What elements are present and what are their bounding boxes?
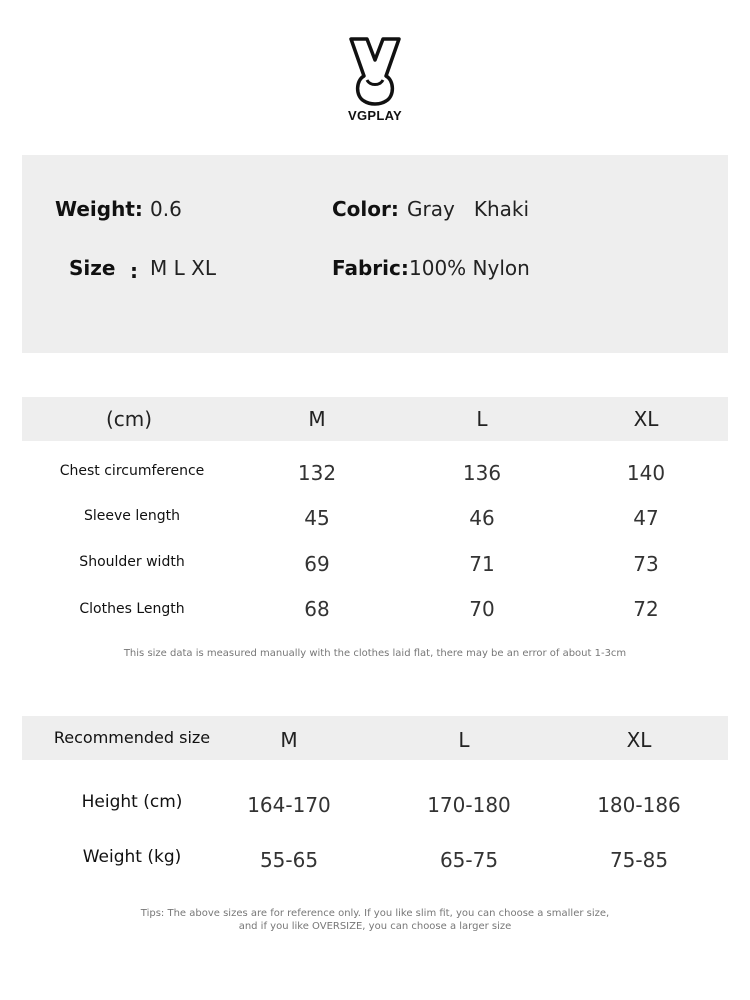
table-cell: 136	[462, 461, 502, 485]
brand-name: VGPLAY	[347, 108, 403, 123]
table-cell: 46	[469, 506, 495, 530]
brand-logo	[342, 36, 408, 126]
table-cell: 68	[304, 597, 330, 621]
weight-value: 0.6	[150, 197, 182, 221]
tips-line-2: and if you like OVERSIZE, you can choose a larger size	[238, 921, 512, 932]
color-label: Color:	[332, 197, 399, 221]
size-header-l: L	[476, 407, 488, 431]
unit-header: (cm)	[105, 407, 153, 431]
table-row-label: Sleeve length	[84, 508, 180, 524]
weight-label: Weight:	[55, 197, 143, 221]
recommended-size-header: Recommended size	[53, 728, 211, 747]
table-cell: 45	[304, 506, 330, 530]
spec-box	[22, 155, 728, 353]
table-cell: 75-85	[609, 848, 669, 872]
v-hand-logo-icon	[348, 36, 402, 106]
fabric-label: Fabric:	[332, 256, 409, 280]
tips-line-1: Tips: The above sizes are for reference only. If you like slim fit, you can choose a smaller size,	[140, 908, 610, 919]
color-value: Gray Khaki	[407, 197, 530, 221]
table-cell: 65-75	[439, 848, 499, 872]
height-row-label: Height (cm)	[81, 792, 183, 812]
table-cell: 47	[633, 506, 659, 530]
rec-size-header-l: L	[458, 728, 470, 752]
table-cell: 55-65	[259, 848, 319, 872]
table-row-label: Chest circumference	[59, 463, 205, 479]
table-cell: 170-180	[427, 793, 511, 817]
size-header-xl: XL	[633, 407, 659, 431]
size-label: Size	[69, 256, 116, 280]
size-colon: :	[130, 259, 138, 283]
rec-size-header-xl: XL	[626, 728, 652, 752]
size-header-m: M	[308, 407, 326, 431]
table-cell: 164-170	[247, 793, 331, 817]
table-row-label: Clothes Length	[79, 601, 185, 617]
weight-row-label: Weight (kg)	[82, 847, 182, 867]
table-cell: 180-186	[597, 793, 681, 817]
table-cell: 69	[304, 552, 330, 576]
table-cell: 70	[469, 597, 495, 621]
rec-size-header-m: M	[280, 728, 298, 752]
table-cell: 72	[633, 597, 659, 621]
table-cell: 71	[469, 552, 495, 576]
table-cell: 132	[297, 461, 337, 485]
measure-note: This size data is measured manually with the clothes laid flat, there may be an error of about 1-3cm	[123, 648, 627, 659]
fabric-value: 100% Nylon	[409, 256, 530, 280]
table-row-label: Shoulder width	[79, 554, 185, 570]
table-cell: 73	[633, 552, 659, 576]
table-cell: 140	[626, 461, 666, 485]
size-value: M L XL	[150, 256, 216, 280]
